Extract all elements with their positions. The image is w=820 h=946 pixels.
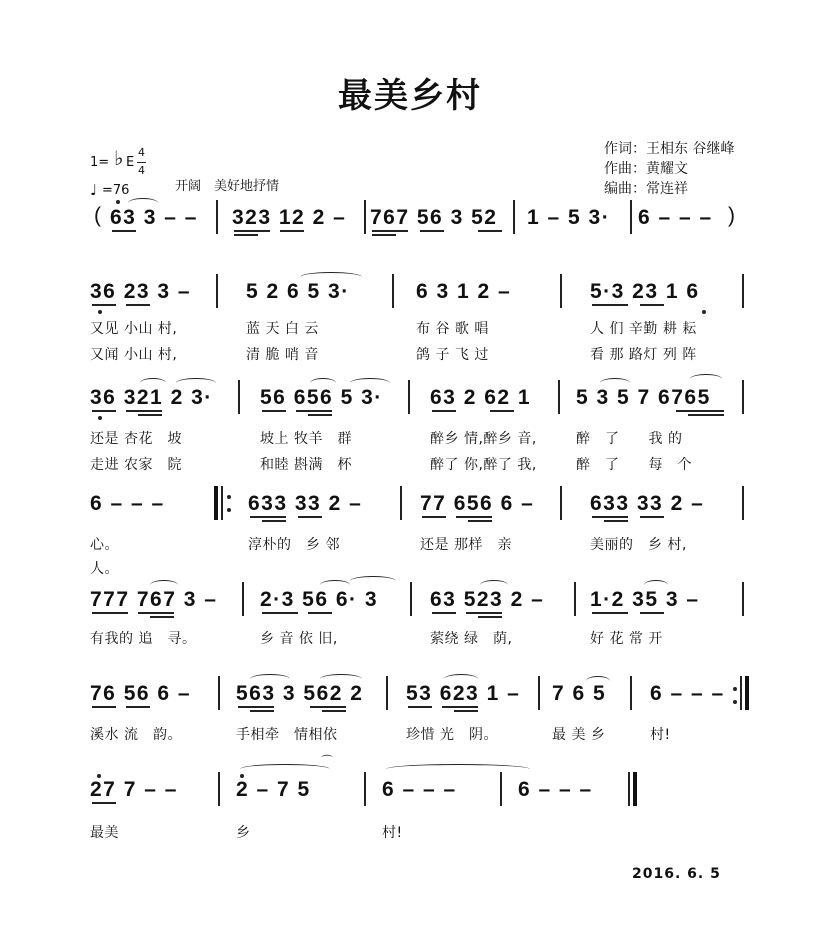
lyric: 又闻 小山 村, xyxy=(90,347,178,363)
lyric: 人。 xyxy=(90,561,119,577)
expression-marking: 开阔 美好地抒情 xyxy=(175,179,280,194)
underline xyxy=(238,706,274,708)
measure: 633 33 2 – xyxy=(590,492,705,515)
measure: 63 523 2 – xyxy=(430,588,545,611)
lyric: 坡上 牧羊 群 xyxy=(260,431,352,447)
octave-dot xyxy=(240,774,244,778)
underline xyxy=(310,706,346,708)
measure: 5 2 6 5 3· xyxy=(246,280,350,303)
tie-slur xyxy=(586,676,610,686)
bar-line xyxy=(364,772,366,806)
underline xyxy=(408,706,432,708)
time-signature-bottom: 4 xyxy=(138,164,145,177)
tie-slur xyxy=(480,580,508,590)
underline xyxy=(490,410,514,412)
lyric: 蓝 天 白 云 xyxy=(246,321,319,337)
open-paren: ( xyxy=(94,204,103,227)
bar-line xyxy=(408,380,410,414)
repeat-dot xyxy=(227,495,231,499)
underline xyxy=(640,516,664,518)
bar-line xyxy=(560,274,562,308)
underline xyxy=(298,516,322,518)
lyric: 最 美 乡 xyxy=(552,727,606,743)
lyric: 走进 农家 院 xyxy=(90,457,182,473)
bar-line xyxy=(628,772,630,806)
octave-dot xyxy=(97,774,101,778)
underline xyxy=(478,230,502,232)
bar-line xyxy=(392,274,394,308)
lyric: 人 们 辛勤 耕 耘 xyxy=(590,321,697,337)
fermata-icon: ⌒ xyxy=(321,754,334,768)
bar-line xyxy=(216,200,218,234)
bar-line xyxy=(558,380,560,414)
tie-slur xyxy=(644,580,668,590)
underline xyxy=(478,616,502,618)
bar-line xyxy=(216,274,218,308)
lyric: 淳朴的 乡 邻 xyxy=(248,537,340,553)
lyric: 村! xyxy=(650,727,671,743)
lyric: 布 谷 歌 唱 xyxy=(416,321,489,337)
lyric: 又见 小山 村, xyxy=(90,321,178,337)
lyric: 醉 了 每 个 xyxy=(576,457,692,473)
underline xyxy=(454,710,478,712)
measure: 1·2 35 3 – xyxy=(590,588,700,611)
measure: 777 767 3 – xyxy=(90,588,218,611)
bar-line xyxy=(538,676,540,710)
measure: 77 656 6 – xyxy=(420,492,535,515)
underline xyxy=(308,612,332,614)
underline xyxy=(126,706,150,708)
lyric: 好 花 常 开 xyxy=(590,631,663,647)
measure: 2·3 56 6· 3 xyxy=(260,588,379,611)
tie-slur xyxy=(690,374,722,384)
underline xyxy=(432,612,456,614)
underline xyxy=(640,612,664,614)
tie-slur xyxy=(150,580,178,590)
composer-credit: 作曲：黄耀文 xyxy=(604,161,688,177)
underline xyxy=(250,710,274,712)
lyric: 和睦 斟满 杯 xyxy=(260,457,352,473)
bar-line xyxy=(742,582,744,616)
underline xyxy=(466,612,502,614)
underline xyxy=(92,706,116,708)
measure: 63 3 – – xyxy=(110,206,198,229)
bar-line xyxy=(574,582,576,616)
lyric: 手相牵 情相依 xyxy=(236,727,338,743)
measure: 6 – – – xyxy=(638,206,713,229)
underline xyxy=(422,516,446,518)
final-bar xyxy=(633,772,637,806)
underline xyxy=(138,612,174,614)
bar-line xyxy=(221,486,223,520)
measure: 6 3 1 2 – xyxy=(416,280,512,303)
underline xyxy=(92,802,116,804)
page-title: 最美乡村 xyxy=(338,76,482,116)
underline xyxy=(456,516,492,518)
underline xyxy=(112,230,136,232)
measure: 6 – – – xyxy=(382,778,457,801)
underline xyxy=(592,304,628,306)
bar-line xyxy=(218,772,220,806)
lyric: 醉 了 我 的 xyxy=(576,431,683,447)
lyric: 有我的 追 寻。 xyxy=(90,631,197,647)
lyric: 溪水 流 韵。 xyxy=(90,727,182,743)
tie-slur xyxy=(350,378,390,388)
measure: 767 56 3 52 xyxy=(370,206,498,229)
measure: 7 6 5 xyxy=(552,682,607,705)
measure: 5 3 5 7 6765 xyxy=(576,386,711,409)
date: 2016. 6. 5 xyxy=(632,866,721,882)
tie-slur xyxy=(310,378,336,388)
tie-slur xyxy=(600,378,630,388)
bar-line xyxy=(400,486,402,520)
measure: 76 56 6 – xyxy=(90,682,192,705)
underline xyxy=(280,230,304,232)
lyric: 乡 音 依 旧, xyxy=(260,631,338,647)
underline xyxy=(296,410,332,412)
lyric: 乡 xyxy=(236,825,251,841)
underline xyxy=(92,304,116,306)
bar-line xyxy=(410,582,412,616)
bar-line xyxy=(740,676,742,710)
underline xyxy=(138,414,162,416)
lyric: 村! xyxy=(382,825,403,841)
tie-slur xyxy=(300,272,362,282)
underline xyxy=(688,414,724,416)
time-signature-line xyxy=(137,162,146,163)
key-letter: E xyxy=(126,155,135,170)
underline xyxy=(262,520,286,522)
octave-dot xyxy=(98,310,102,314)
measure: 63 2 62 1 xyxy=(430,386,532,409)
underline xyxy=(676,410,724,412)
tie-slur xyxy=(320,580,350,590)
lyric: 看 那 路灯 列 阵 xyxy=(590,347,697,363)
bar-line xyxy=(364,200,366,234)
underline xyxy=(604,520,628,522)
underline xyxy=(308,414,332,416)
underline xyxy=(322,710,346,712)
underline xyxy=(250,516,286,518)
lyric: 最美 xyxy=(90,825,119,841)
close-paren: ) xyxy=(728,204,737,227)
underline xyxy=(126,304,150,306)
octave-dot xyxy=(116,200,120,204)
repeat-dot xyxy=(733,687,737,691)
measure: 6 – – – xyxy=(518,778,593,801)
measure: 53 623 1 – xyxy=(406,682,521,705)
underline xyxy=(150,616,174,618)
lyric: 还是 那样 亲 xyxy=(420,537,512,553)
lyric: 还是 杏花 坡 xyxy=(90,431,182,447)
time-signature-top: 4 xyxy=(138,146,145,159)
measure: 633 33 2 – xyxy=(248,492,363,515)
arranger-credit: 编曲：常连祥 xyxy=(604,181,688,197)
tie-slur xyxy=(176,378,216,388)
measure: 36 321 2 3· xyxy=(90,386,213,409)
tie-slur xyxy=(350,576,396,586)
underline xyxy=(92,410,116,412)
bar-line xyxy=(500,772,502,806)
lyric: 美丽的 乡 村, xyxy=(590,537,687,553)
underline xyxy=(442,706,478,708)
bar-line xyxy=(742,380,744,414)
octave-dot xyxy=(702,310,706,314)
tie-slur xyxy=(250,674,290,684)
measure: 2 – 7 5 xyxy=(236,778,311,801)
bar-line xyxy=(560,486,562,520)
tie-slur xyxy=(128,198,158,208)
lyricist-credit: 作词：王相东 谷继峰 xyxy=(604,141,735,157)
lyric: 珍惜 光 阴。 xyxy=(406,727,498,743)
key-prefix: 1= xyxy=(90,155,110,170)
quarter-note-icon: ♩ xyxy=(90,181,98,199)
underline xyxy=(372,230,408,232)
tie-slur xyxy=(386,764,530,774)
underline xyxy=(234,230,270,232)
tie-slur xyxy=(444,674,478,684)
lyric: 醉了 你,醉了 我, xyxy=(430,457,537,473)
repeat-dot xyxy=(227,508,231,512)
underline xyxy=(234,234,258,236)
measure: 323 12 2 – xyxy=(232,206,347,229)
bar-line xyxy=(238,380,240,414)
lyric: 心。 xyxy=(90,537,119,553)
tie-slur xyxy=(240,764,330,774)
bar-line xyxy=(630,200,632,234)
underline xyxy=(262,612,298,614)
underline xyxy=(420,230,444,232)
measure: 563 3 562 2 xyxy=(236,682,364,705)
underline xyxy=(592,516,628,518)
underline xyxy=(592,612,628,614)
underline xyxy=(432,410,456,412)
underline xyxy=(262,410,286,412)
measure: 56 656 5 3· xyxy=(260,386,383,409)
lyric: 清 脆 哨 音 xyxy=(246,347,319,363)
tie-slur xyxy=(320,674,362,684)
lyric: 鸽 子 飞 过 xyxy=(416,347,489,363)
underline xyxy=(372,234,396,236)
underline xyxy=(92,612,128,614)
bar-line xyxy=(742,274,744,308)
measure: 5·3 23 1 6 xyxy=(590,280,700,303)
tie-slur xyxy=(140,378,166,388)
underline xyxy=(126,410,162,412)
underline xyxy=(640,304,664,306)
repeat-start-bar xyxy=(214,486,218,520)
lyric: 醉乡 情,醉乡 音, xyxy=(430,431,537,447)
lyric: 萦绕 绿 荫, xyxy=(430,631,513,647)
measure: 6 – – – xyxy=(90,492,165,515)
bar-line xyxy=(218,676,220,710)
measure: 6 – – – xyxy=(650,682,725,705)
measure: 1 – 5 3· xyxy=(527,206,611,229)
underline xyxy=(468,520,492,522)
bar-line xyxy=(630,676,632,710)
tempo: =76 xyxy=(102,183,130,198)
flat-icon: ♭ xyxy=(114,146,124,170)
bar-line xyxy=(742,486,744,520)
bar-line xyxy=(242,582,244,616)
octave-dot xyxy=(98,416,102,420)
bar-line xyxy=(386,676,388,710)
measure: 27 7 – – xyxy=(90,778,178,801)
repeat-end-bar xyxy=(745,676,749,710)
measure: 36 23 3 – xyxy=(90,280,192,303)
bar-line xyxy=(513,200,515,234)
repeat-dot xyxy=(733,700,737,704)
